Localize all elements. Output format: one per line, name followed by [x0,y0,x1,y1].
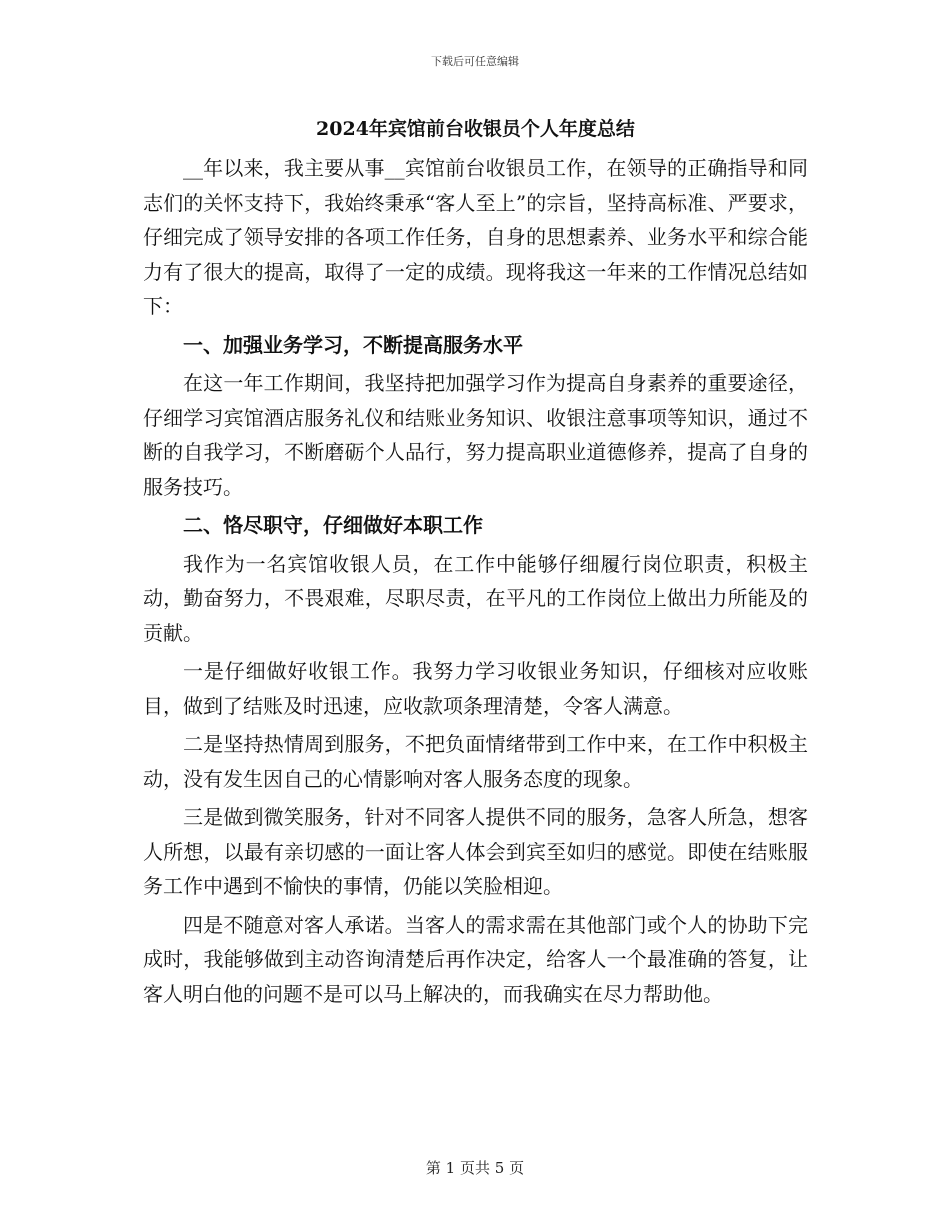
page-footer: 第 1 页共 5 页 [425,1159,525,1177]
section-heading-2: 二、恪尽职守，仔细做好本职工作 [183,513,483,537]
point-1-paragraph: 一是仔细做好收银工作。我努力学习收银业务知识，仔细核对应收账目，做到了结账及时迅速，应收款项条理清楚，令客人满意。 [143,659,808,718]
section-2-paragraph: 我作为一名宾馆收银人员，在工作中能够仔细履行岗位职责，积极主动，勤奋努力，不畏艰难，尽职尽责，在平凡的工作岗位上做出力所能及的贡献。 [143,551,808,645]
section-heading-1: 一、加强业务学习，不断提高服务水平 [183,332,523,357]
point-2-paragraph: 二是坚持热情周到服务，不把负面情绪带到工作中来，在工作中积极主动，没有发生因自己的心情影响对客人服务态度的现象。 [143,732,808,791]
section-1-paragraph: 在这一年工作期间，我坚持把加强学习作为提高自身素养的重要途径，仔细学习宾馆酒店服务礼仪和结账业务知识、收银注意事项等知识，通过不断的自我学习，不断磨砺个人品行，努力提高职业道德修养，提高了自身的服务技巧。 [143,371,808,499]
intro-paragraph: __年以来，我主要从事__宾馆前台收银员工作，在领导的正确指导和同志们的关怀支持下，我始终秉承“客人至上”的宗旨，坚持高标准、严要求，仔细完成了领导安排的各项工作任务，自身的思想素养、业务水平和综合能力有了很大的提高，取得了一定的成绩。现将我这一年来的工作情况总结如下： [143,156,808,318]
document-body [143,115,808,1015]
point-3-paragraph: 三是做到微笑服务，针对不同客人提供不同的服务，急客人所急，想客人所想，以最有亲切感的一面让客人体会到宾至如归的感觉。即使在结账服务工作中遇到不愉快的事情，仍能以笑脸相迎。 [143,805,808,898]
point-4-paragraph: 四是不随意对客人承诺。当客人的需求需在其他部门或个人的协助下完成时，我能够做到主动咨询清楚后再作决定，给客人一个最准确的答复，让客人明白他的问题不是可以马上解决的，而我确实在尽力帮助他。 [143,912,808,1006]
document-title: 2024年宾馆前台收银员个人年度总结 [316,118,635,140]
header-note: 下载后可任意编辑 [431,55,519,68]
